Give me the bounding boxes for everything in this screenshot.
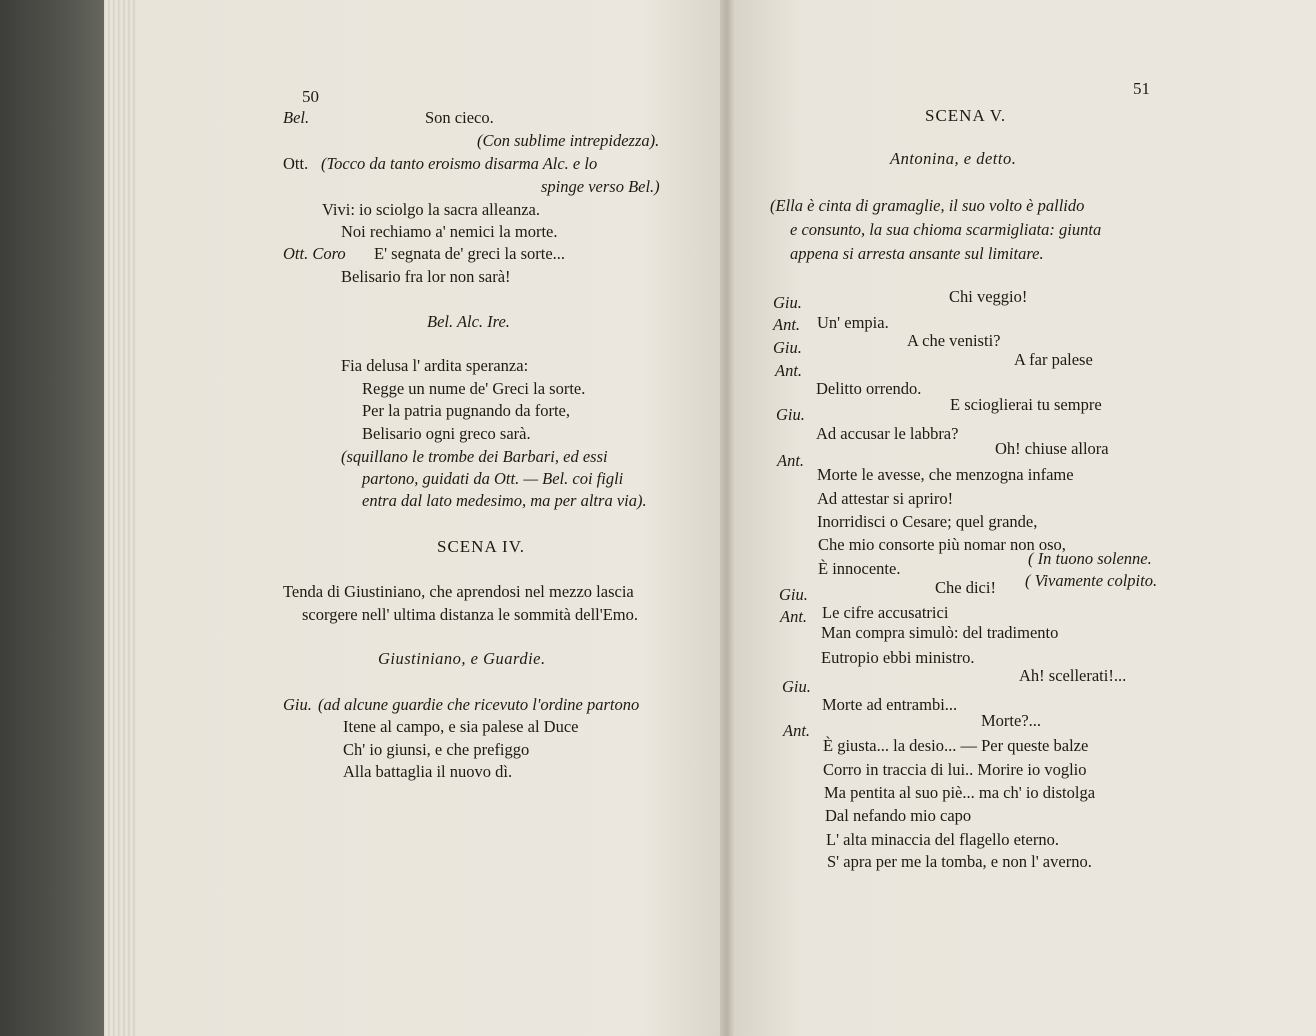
- text-line: Ma pentita al suo piè... ma ch' io distolga: [824, 783, 1096, 802]
- text-line: Vivi: io sciolgo la sacra alleanza.: [322, 200, 541, 219]
- text-line: È giusta... la desio... — Per queste balze: [823, 736, 1089, 755]
- text-line: A che venisti?: [907, 331, 1001, 350]
- stage-direction: ( In tuono solenne.: [1028, 549, 1152, 568]
- text-line: Che mio consorte più nomar non oso,: [818, 535, 1066, 554]
- text-line: Corro in traccia di lui.. Morire io voglio: [823, 760, 1087, 779]
- speaker-label: Bel.: [283, 108, 310, 127]
- stage-direction: (ad alcune guardie che ricevuto l'ordine partono: [318, 695, 640, 714]
- stage-direction: ( Vivamente colpito.: [1025, 571, 1158, 590]
- stage-direction: partono, guidati da Ott. — Bel. coi figli: [362, 469, 624, 488]
- scene-heading: SCENA V.: [925, 106, 1007, 125]
- text-line: Morte le avesse, che menzogna infame: [817, 465, 1074, 484]
- text-line: Belisario ogni greco sarà.: [362, 424, 531, 443]
- text-line: Ad accusar le labbra?: [816, 424, 959, 443]
- text-line: Eutropio ebbi ministro.: [821, 648, 975, 667]
- stage-direction: entra dal lato medesimo, ma per altra via).: [362, 491, 647, 510]
- text-line: Un' empia.: [817, 313, 889, 332]
- speaker-label: Giu.: [773, 293, 802, 312]
- book-gutter: [720, 0, 734, 1036]
- text-line: Noi rechiamo a' nemici la morte.: [341, 222, 558, 241]
- text-line: Regge un nume de' Greci la sorte.: [362, 379, 586, 398]
- text-line: Ah! scellerati!...: [1019, 666, 1127, 685]
- text-line: Man compra simulò: del tradimento: [821, 623, 1059, 642]
- stage-direction: appena si arresta ansante sul limitare.: [790, 244, 1044, 263]
- stage-direction: spinge verso Bel.): [541, 177, 660, 196]
- text-line: È innocente.: [818, 559, 901, 578]
- text-line: Ch' io giunsi, e che prefiggo: [343, 740, 530, 759]
- text-line: A far palese: [1014, 350, 1093, 369]
- text-line: Dal nefando mio capo: [825, 806, 972, 825]
- speaker-group: Bel. Alc. Ire.: [427, 312, 510, 331]
- page-edges: [104, 0, 138, 1036]
- stage-direction: (squillano le trombe dei Barbari, ed essi: [341, 447, 608, 466]
- text-line: Morte ad entrambi...: [822, 695, 958, 714]
- text-line: Le cifre accusatrici: [822, 603, 949, 622]
- stage-direction: (Ella è cinta di gramaglie, il suo volto è pallido: [770, 196, 1085, 215]
- text-line: Belisario fra lor non sarà!: [341, 267, 511, 286]
- text-line: Chi veggio!: [949, 287, 1028, 306]
- text-line: E' segnata de' greci la sorte...: [374, 244, 566, 263]
- stage-direction: (Tocco da tanto eroismo disarma Alc. e lo: [321, 154, 598, 173]
- background-left-strip: [0, 0, 112, 1036]
- text-line: Che dici!: [935, 578, 996, 597]
- speaker-label: Ant.: [780, 607, 808, 626]
- speaker-label: Ant.: [777, 451, 805, 470]
- text-line: Alla battaglia il nuovo dì.: [343, 762, 513, 781]
- text-line: scorgere nell' ultima distanza le sommità dell'Emo.: [302, 605, 639, 624]
- speaker-label: Giu.: [773, 338, 802, 357]
- speaker-label: Ant.: [783, 721, 811, 740]
- text-line: E scioglierai tu sempre: [950, 395, 1102, 414]
- text-line: Itene al campo, e sia palese al Duce: [343, 717, 579, 736]
- text-line: Morte?...: [981, 711, 1042, 730]
- text-line: Oh! chiuse allora: [995, 439, 1109, 458]
- stage-direction: (Con sublime intrepidezza).: [477, 131, 660, 150]
- text-line: Fia delusa l' ardita speranza:: [341, 356, 529, 375]
- character-list: Antonina, e detto.: [890, 149, 1017, 168]
- scene-heading: SCENA IV.: [437, 537, 526, 556]
- text-line: Inorridisci o Cesare; quel grande,: [817, 512, 1038, 531]
- text-line: Ad attestar si apriro!: [817, 489, 954, 508]
- stage-direction: e consunto, la sua chioma scarmigliata: giunta: [790, 220, 1102, 239]
- page-number-left: 50: [302, 87, 319, 106]
- text-line: Son cieco.: [425, 108, 494, 127]
- character-list: Giustiniano, e Guardie.: [378, 649, 546, 668]
- speaker-label: Giu.: [779, 585, 808, 604]
- page-number-right: 51: [1133, 79, 1150, 98]
- speaker-label: Giu.: [283, 695, 312, 714]
- speaker-label: Ott.: [283, 154, 309, 173]
- speaker-label: Ant.: [773, 315, 801, 334]
- speaker-label: Giu.: [776, 405, 805, 424]
- text-line: S' apra per me la tomba, e non l' averno.: [827, 852, 1092, 871]
- speaker-label: Ott. Coro: [283, 244, 346, 263]
- text-line: Tenda di Giustiniano, che aprendosi nel mezzo lascia: [283, 582, 634, 601]
- speaker-label: Giu.: [782, 677, 811, 696]
- text-line: Per la patria pugnando da forte,: [362, 401, 571, 420]
- text-line: L' alta minaccia del flagello eterno.: [826, 830, 1059, 849]
- text-line: Delitto orrendo.: [816, 379, 922, 398]
- speaker-label: Ant.: [775, 361, 803, 380]
